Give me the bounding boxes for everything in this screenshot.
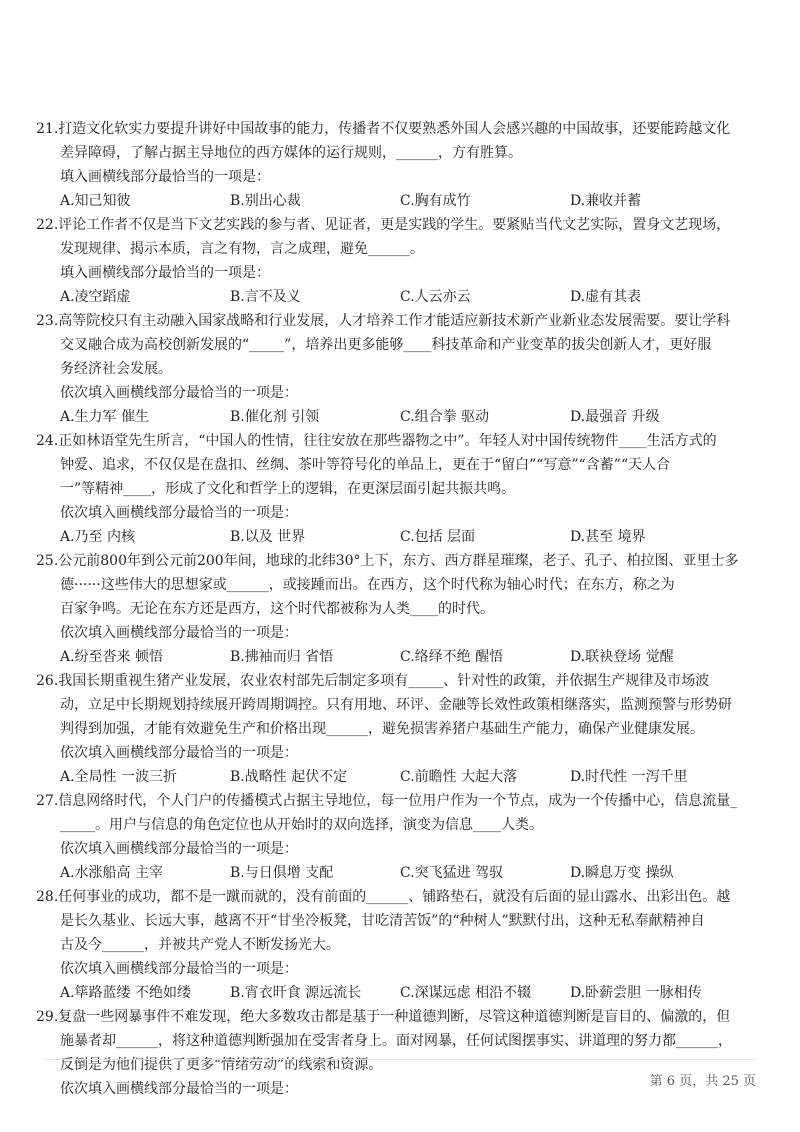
question-stem-continued: _____。用户与信息的角色定位也从开始时的双向选择，演变为信息____人类。 — [60, 817, 543, 833]
question-prompt: 依次填入画横线部分最恰当的一项是： — [60, 625, 298, 641]
answer-options — [36, 525, 766, 549]
answer-options — [36, 189, 766, 213]
question-stem: 28.任何事业的成功，都不是一蹴而就的，没有前面的______、铺路垫石，就没有后面的显山露水、出彩出色。越 — [36, 889, 731, 905]
question-block — [36, 885, 766, 1005]
question-prompt: 依次填入画横线部分最恰当的一项是： — [60, 841, 298, 857]
question-stem-continued: 德······这些伟大的思想家或______，或接踵而出。在西方，这个时代称为轴心时代；在东方，称之为 — [60, 577, 675, 593]
answer-option: B.以及 世界 — [230, 529, 306, 545]
answer-option: B.别出心裁 — [230, 193, 301, 209]
answer-option: B.与日俱增 支配 — [230, 865, 334, 881]
question-block — [36, 669, 766, 789]
question-prompt: 填入画横线部分最恰当的一项是： — [60, 265, 270, 281]
question-stem: 29.复盘一些网暴事件不难发现，绝大多数攻击都是基于一种道德判断，尽管这种道德判断是盲目的、偏激的，但 — [36, 1009, 731, 1025]
question-stem-continued: 发现规律、揭示本质，言之有物，言之成理，避免______。 — [60, 241, 424, 257]
question-stem-continued: 百家争鸣。无论在东方还是西方，这个时代都被称为人类____的时代。 — [60, 601, 494, 617]
question-block — [36, 309, 766, 429]
answer-option: A.凌空蹈虚 — [60, 289, 131, 305]
question-prompt: 依次填入画横线部分最恰当的一项是： — [60, 385, 298, 401]
answer-option: A.水涨船高 主宰 — [60, 865, 164, 881]
answer-option: C.组合拳 驱动 — [400, 409, 490, 425]
answer-option: A.纷至沓来 顿悟 — [60, 649, 164, 665]
question-stem: 25.公元前800年到公元前200年间，地球的北纬30°上下，东方、西方群星璀璨，老子、孔子、柏拉图、亚里士多 — [36, 553, 739, 569]
question-stem: 21.打造文化软实力要提升讲好中国故事的能力，传播者不仅要熟悉外国人会感兴趣的中国故事，还要能跨越文化 — [36, 121, 731, 137]
question-list — [36, 117, 766, 1101]
answer-option: B.言不及义 — [230, 289, 301, 305]
question-prompt: 依次填入画横线部分最恰当的一项是： — [60, 961, 298, 977]
answer-option: C.深谋远虑 相沿不辍 — [400, 985, 532, 1001]
answer-option: A.全局性 一波三折 — [60, 769, 178, 785]
question-block — [36, 213, 766, 309]
question-stem-continued: 交叉融合成为高校创新发展的“_____”，培养出更多能够____科技革命和产业变革的拔尖创新人才，更好服 — [60, 337, 712, 353]
answer-options — [36, 765, 766, 789]
question-stem-continued: 施暴者却______，将这种道德判断强加在受害者身上。面对网暴，任何试图摆事实、讲道理的努力都______， — [60, 1033, 732, 1049]
answer-option: D.卧薪尝胆 一脉相传 — [570, 985, 702, 1001]
question-block — [36, 789, 766, 885]
answer-option: C.包括 层面 — [400, 529, 476, 545]
answer-option: C.人云亦云 — [400, 289, 471, 305]
question-stem-continued: 钟爱、追求，不仅仅是在盘扣、丝绸、茶叶等符号化的单品上，更在于“留白”“写意”“含蓄”“天人合 — [60, 457, 671, 473]
answer-options — [36, 285, 766, 309]
answer-option: C.突飞猛进 驾驭 — [400, 865, 504, 881]
question-stem-continued: 一”等精神____，形成了文化和哲学上的逻辑，在更深层面引起共振共鸣。 — [60, 481, 516, 497]
answer-option: D.虚有其表 — [570, 289, 642, 305]
question-stem-continued: 反倒是为他们提供了更多“情绪劳动”的线索和资源。 — [60, 1057, 383, 1073]
answer-option: A.乃至 内核 — [60, 529, 136, 545]
question-stem: 24.正如林语堂先生所言，“中国人的性情，往往安放在那些器物之中”。年轻人对中国传统物件____生活方式的 — [36, 433, 717, 449]
question-block — [36, 549, 766, 669]
answer-option: B.战略性 起伏不定 — [230, 769, 348, 785]
answer-option: A.知己知彼 — [60, 193, 131, 209]
answer-option: C.络绎不绝 醒悟 — [400, 649, 504, 665]
answer-option: D.最强音 升级 — [570, 409, 660, 425]
answer-option: A.生力军 催生 — [60, 409, 150, 425]
answer-options — [36, 405, 766, 429]
question-block — [36, 429, 766, 549]
question-prompt: 填入画横线部分最恰当的一项是： — [60, 169, 270, 185]
question-stem: 22.评论工作者不仅是当下文艺实践的参与者、见证者，更是实践的学生。要紧贴当代文艺实际，置身文艺现场， — [36, 217, 731, 233]
answer-option: D.瞬息万变 操纵 — [570, 865, 674, 881]
answer-option: B.宵衣旰食 源远流长 — [230, 985, 362, 1001]
answer-options — [36, 981, 766, 1005]
answer-option: C.前瞻性 大起大落 — [400, 769, 518, 785]
question-stem: 23.高等院校只有主动融入国家战略和行业发展，人才培养工作才能适应新技术新产业新业态发展需要。要让学科 — [36, 313, 731, 329]
question-prompt: 依次填入画横线部分最恰当的一项是： — [60, 505, 298, 521]
answer-options — [36, 645, 766, 669]
question-stem-continued: 判得到加强，才能有效避免生产和价格出现______，避免损害养猪户基础生产能力，确保产业健康发展。 — [60, 721, 704, 737]
question-prompt: 依次填入画横线部分最恰当的一项是： — [60, 1081, 298, 1097]
page-number: 第 6 页，共 25 页 — [649, 1074, 756, 1089]
answer-options — [36, 861, 766, 885]
question-stem-continued: 动，立足中长期规划持续展开跨周期调控。只有用地、环评、金融等长效性政策相继落实，监测预警与形势研 — [60, 697, 732, 713]
answer-option: D.兼收并蓄 — [570, 193, 642, 209]
question-stem-continued: 务经济社会发展。 — [60, 361, 172, 377]
question-stem-continued: 古及今______，并被共产党人不断发扬光大。 — [60, 937, 340, 953]
question-block — [36, 117, 766, 213]
answer-option: D.联袂登场 觉醒 — [570, 649, 674, 665]
answer-option: D.时代性 一泻千里 — [570, 769, 688, 785]
answer-option: C.胸有成竹 — [400, 193, 471, 209]
answer-option: D.甚至 境界 — [570, 529, 646, 545]
question-stem-continued: 差异障碍，了解占据主导地位的西方媒体的运行规则，______，方有胜算。 — [60, 145, 522, 161]
question-stem-continued: 是长久基业、长远大事，越离不开“甘坐冷板凳，甘吃清苦饭”的“种树人”默默付出，这种无私奉献精神自 — [60, 913, 705, 929]
answer-option: B.拂袖而归 省悟 — [230, 649, 334, 665]
question-stem: 26.我国长期重视生猪产业发展，农业农村部先后制定多项有_____、针对性的政策，并依据生产规律及市场波 — [36, 673, 710, 689]
answer-option: A.筚路蓝缕 不绝如缕 — [60, 985, 192, 1001]
footer-divider — [44, 1059, 756, 1060]
question-prompt: 依次填入画横线部分最恰当的一项是： — [60, 745, 298, 761]
answer-option: B.催化剂 引领 — [230, 409, 320, 425]
question-stem: 27.信息网络时代，个人门户的传播模式占据主导地位，每一位用户作为一个节点，成为一个传播中心，信息流量_ — [36, 793, 738, 809]
